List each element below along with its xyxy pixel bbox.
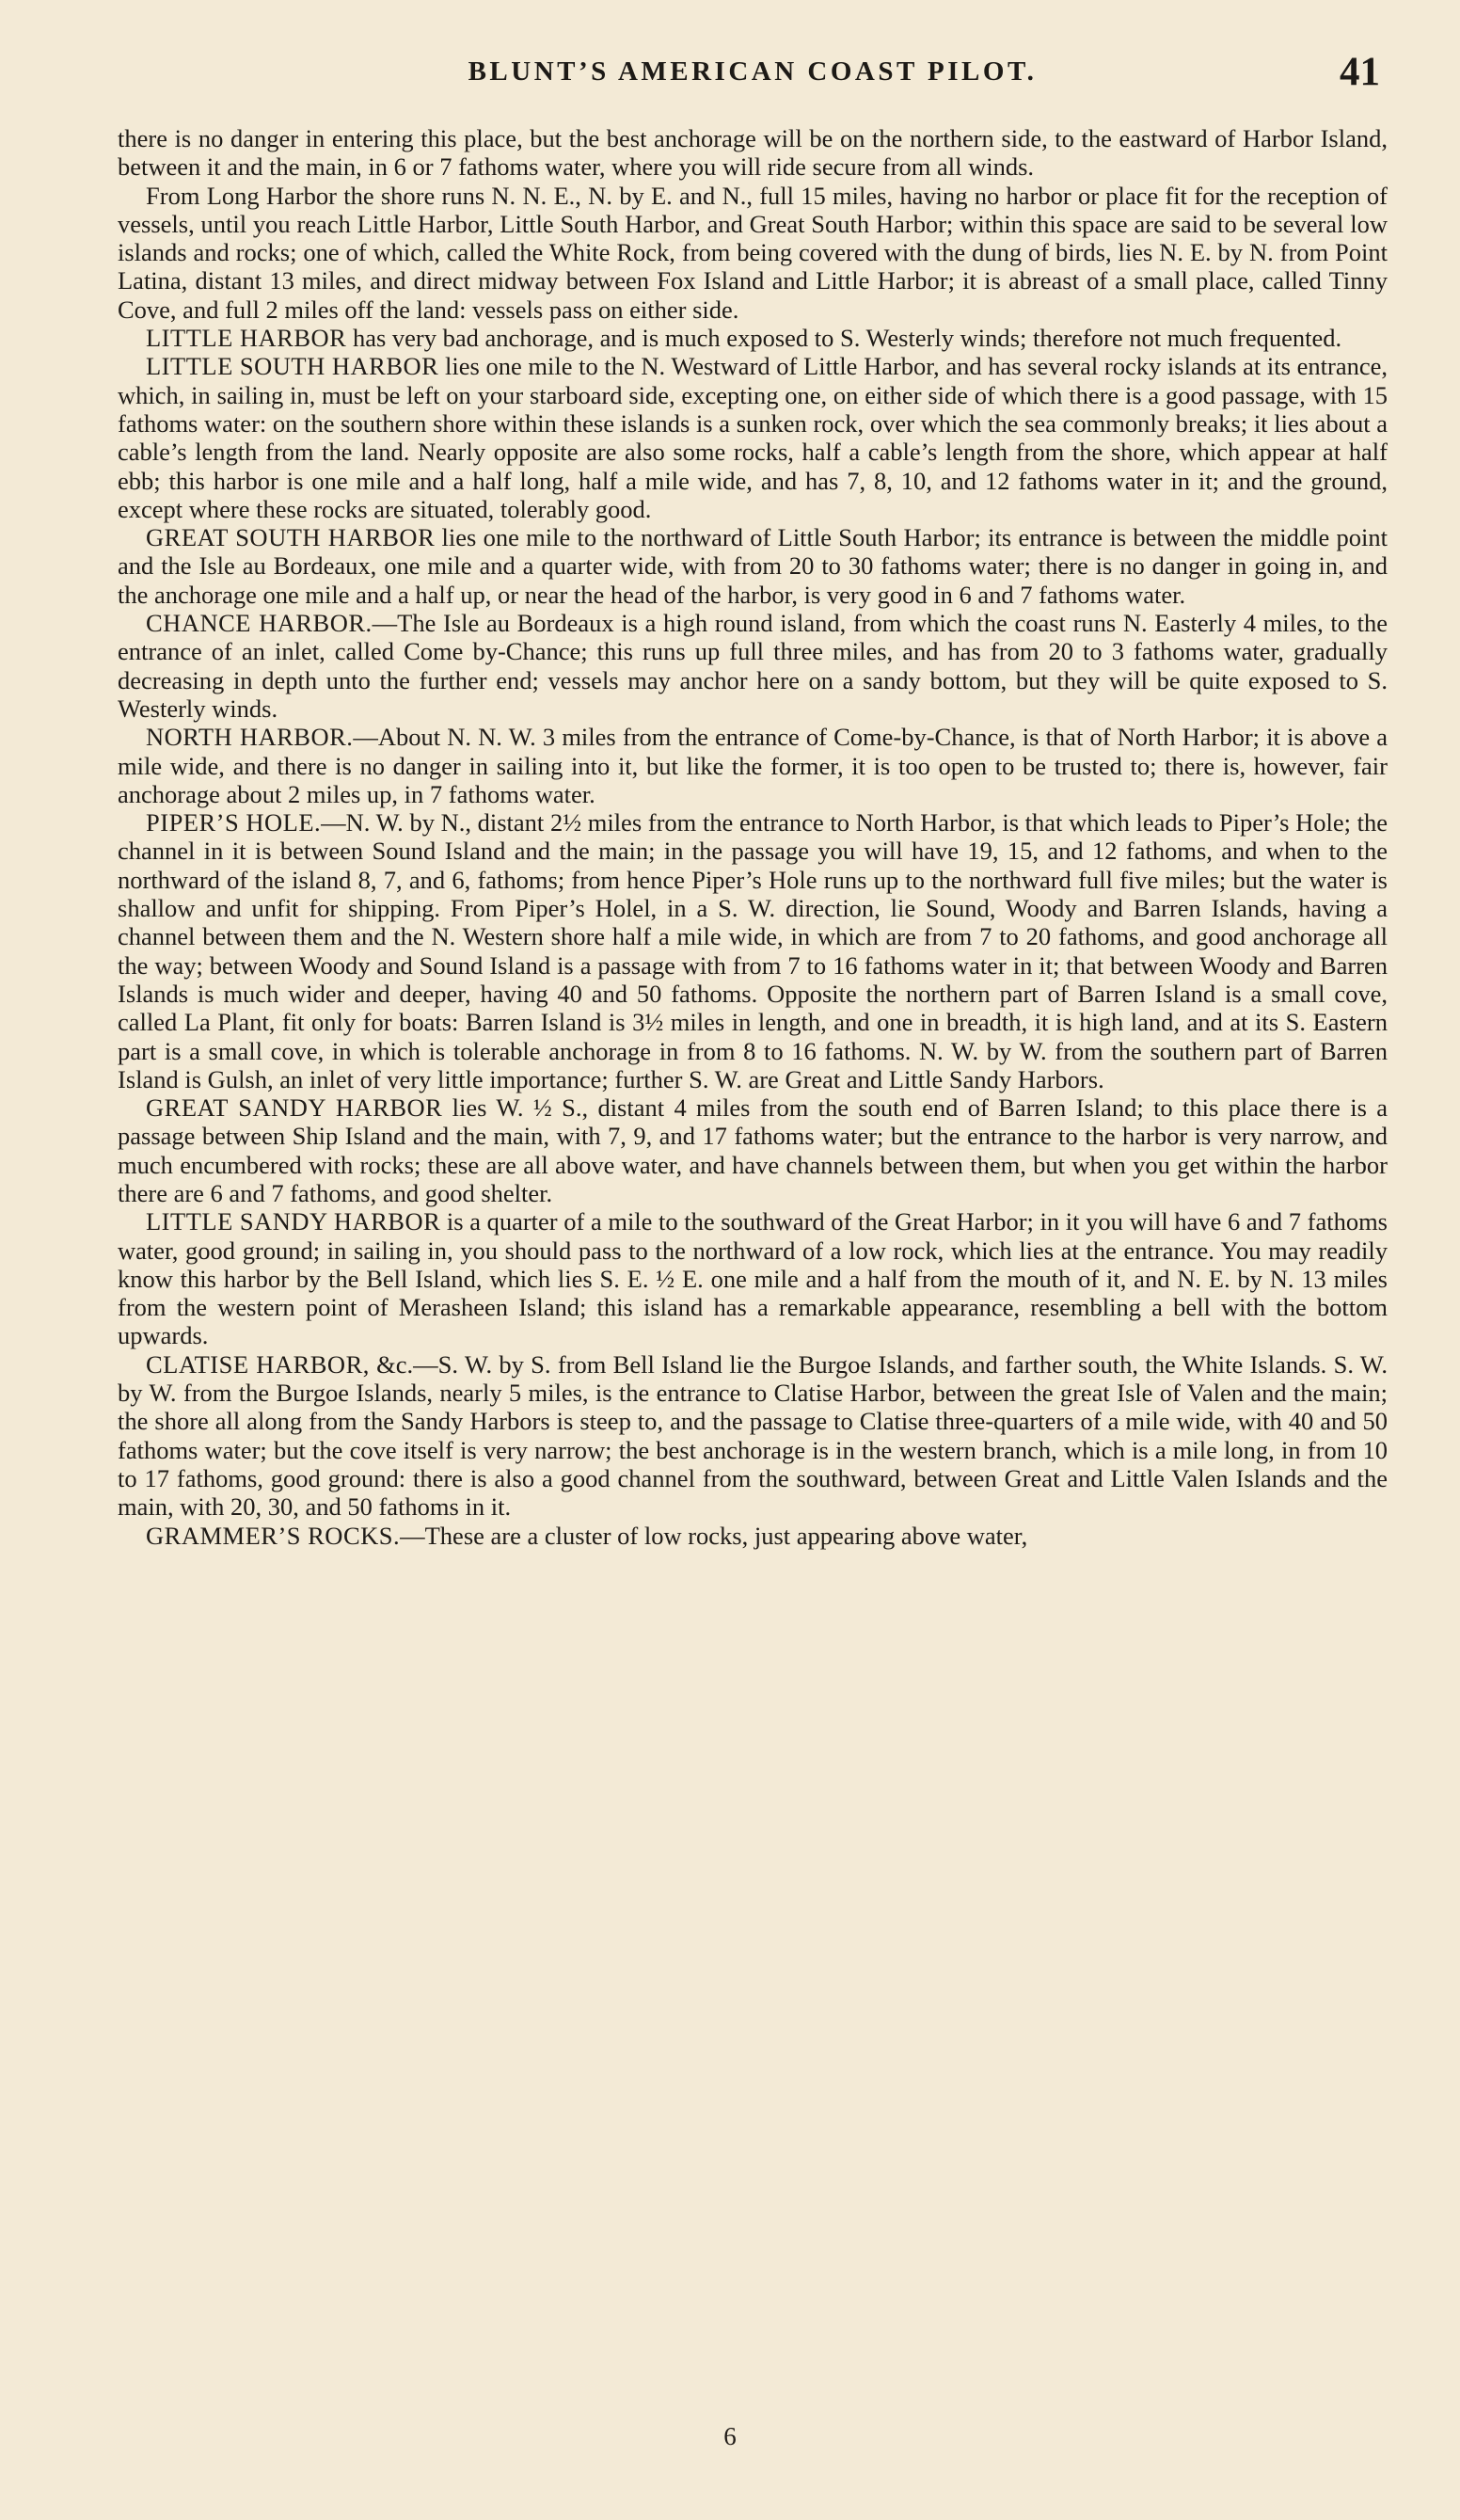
paragraph: [118, 324, 1388, 352]
section-heading: GRAMMER’S ROCKS.: [146, 1521, 401, 1550]
page-number: 41: [1340, 50, 1380, 94]
paragraph-text: lies one mile to the northward of Little South Harbor; its entrance is between the middle point and the Isle au Bordeaux, one mile and a quarter wide, with from 20 to 30 fathoms water; there is no danger in going in, and the anchorage one mile and a half up, or near the head of the harbor, is very good in 6 and 7 fathoms water.: [118, 523, 1388, 609]
paragraph: [118, 182, 1388, 324]
paragraph: [118, 723, 1388, 808]
section-heading: CHANCE HARBOR.: [146, 609, 373, 638]
paragraph-text: —These are a cluster of low rocks, just appearing above water,: [400, 1521, 1028, 1550]
paragraph: [118, 1522, 1388, 1550]
page-header: [118, 49, 1388, 105]
section-heading: LITTLE SANDY HARBOR: [146, 1207, 441, 1236]
paragraph-text: has very bad anchorage, and is much exposed to S. Westerly winds; therefore not much frequented.: [346, 324, 1342, 353]
paragraph-text: lies W. ½ S., distant 4 miles from the south end of Barren Island; to this place there is a passage between Ship Island and the main, with 7, 9, and 17 fathoms water; but the entrance to the harbor is very narrow, and much encumbered with rocks; these are all above water, and have channels between them, but when you get within the harbor there are 6 and 7 fathoms, and good shelter.: [118, 1093, 1388, 1207]
paragraph: [118, 352, 1388, 523]
paragraph-text: —About N. N. W. 3 miles from the entrance of Come-by-Chance, is that of North Harbor; it is above a mile wide, and there is no danger in sailing into it, but like the former, it is too open to be trusted to; there is, however, fair anchorage about 2 miles up, in 7 fathoms water.: [118, 723, 1388, 808]
paragraph: [118, 523, 1388, 609]
section-heading: CLATISE HARBOR,: [146, 1349, 370, 1379]
paragraph: [118, 609, 1388, 723]
paragraph-text: there is no danger in entering this place, but the best anchorage will be on the northern side, to the eastward of Harbor Island, between it and the main, in 6 or 7 fathoms water, where you will ride secure from all winds.: [118, 124, 1388, 182]
paragraph: [118, 1093, 1388, 1207]
section-heading: GREAT SOUTH HARBOR: [146, 523, 436, 552]
paragraph: [118, 124, 1388, 182]
body-text: [118, 124, 1388, 1550]
paragraph: [118, 808, 1388, 1093]
running-title: BLUNT’S AMERICAN COAST PILOT.: [468, 56, 1038, 87]
section-heading: LITTLE HARBOR: [146, 324, 347, 353]
paragraph-text: lies one mile to the N. Westward of Little Harbor, and has several rocky islands at its entrance, which, in sailing in, must be left on your starboard side, excepting one, on either side of which there is a good passage, with 15 fathoms water: on the southern shore within these islands is a sunken rock, over which the sea commonly breaks; it lies about a cable’s length from the land. Nearly opposite are also some rocks, half a cable’s length from the shore, which appear at half ebb; this harbor is one mile and a half long, half a mile wide, and has 7, 8, 10, and 12 fathoms water in it; and the ground, except where these rocks are situated, tolerably good.: [118, 352, 1388, 523]
paragraph-text: —The Isle au Bordeaux is a high round island, from which the coast runs N. Easterly 4 miles, to the entrance of an inlet, called Come by-Chance; this runs up full three miles, and has from 20 to 3 fathoms water, gradually decreasing in depth unto the further end; vessels may anchor here on a sandy bottom, but they will be quite exposed to S. Westerly winds.: [118, 609, 1388, 723]
paragraph: [118, 1350, 1388, 1522]
paragraph-text: From Long Harbor the shore runs N. N. E., N. by E. and N., full 15 miles, having no harbor or place fit for the reception of vessels, until you reach Little Harbor, Little South Harbor, and Great South Harbor; within this space are said to be several low islands and rocks; one of which, called the White Rock, from being covered with the dung of birds, lies N. E. by N. from Point Latina, distant 13 miles, and direct midway between Fox Island and Little Harbor; it is abreast of a small place, called Tinny Cove, and full 2 miles off the land: vessels pass on either side.: [118, 181, 1388, 324]
section-heading: GREAT SANDY HARBOR: [146, 1093, 443, 1123]
paragraph-text: is a quarter of a mile to the southward of the Great Harbor; in it you will have 6 and 7 fathoms water, good ground; in sailing in, you should pass to the northward of a low rock, which lies at the entrance. You may readily know this harbor by the Bell Island, which lies S. E. ½ E. one mile and a half from the mouth of it, and N. E. by N. 13 miles from the western point of Merasheen Island; this island has a remarkable appearance, resembling a bell with the bottom upwards.: [118, 1207, 1388, 1350]
section-heading: PIPER’S HOLE.: [146, 808, 322, 837]
section-heading: NORTH HARBOR.: [146, 723, 354, 752]
paragraph-text: —N. W. by N., distant 2½ miles from the entrance to North Harbor, is that which leads to Piper’s Hole; the channel in it is between Sound Island and the main; in the passage you will have 19, 15, and 12 fathoms, and when to the northward of the island 8, 7, and 6, fathoms; from hence Piper’s Hole runs up to the northward full five miles; but the water is shallow and unfit for shipping. From Piper’s Holel, in a S. W. direction, lie Sound, Woody and Barren Islands, having a channel between them and the N. Western shore half a mile wide, in which are from 7 to 20 fathoms, and good anchorage all the way; between Woody and Sound Island is a passage with from 7 to 16 fathoms water in it; that between Woody and Barren Islands is much wider and deeper, having 40 and 50 fathoms. Opposite the northern part of Barren Island is a small cove, called La Plant, fit only for boats: Barren Island is 3½ miles in length, and one in breadth, it is high land, and at its S. Eastern part is a small cove, in which is tolerable anchorage in from 8 to 16 fathoms. N. W. by W. from the southern part of Barren Island is Gulsh, an inlet of very little importance; further S. W. are Great and Little Sandy Harbors.: [118, 808, 1388, 1093]
paragraph: [118, 1207, 1388, 1349]
signature-mark: 6: [723, 2422, 737, 2450]
paragraph-text: &c.—S. W. by S. from Bell Island lie the Burgoe Islands, and farther south, the White Islands. S. W. by W. from the Burgoe Islands, nearly 5 miles, is the entrance to Clatise Harbor, between the great Isle of Valen and the main; the shore all along from the Sandy Harbors is steep to, and the passage to Clatise three-quarters of a mile wide, with 40 and 50 fathoms water; but the cove itself is very narrow; the best anchorage is in the western branch, which is a mile long, in from 10 to 17 fathoms, good ground: there is also a good channel from the southward, between Great and Little Valen Islands and the main, with 20, 30, and 50 fathoms in it.: [118, 1349, 1388, 1522]
section-heading: LITTLE SOUTH HARBOR: [146, 352, 439, 381]
